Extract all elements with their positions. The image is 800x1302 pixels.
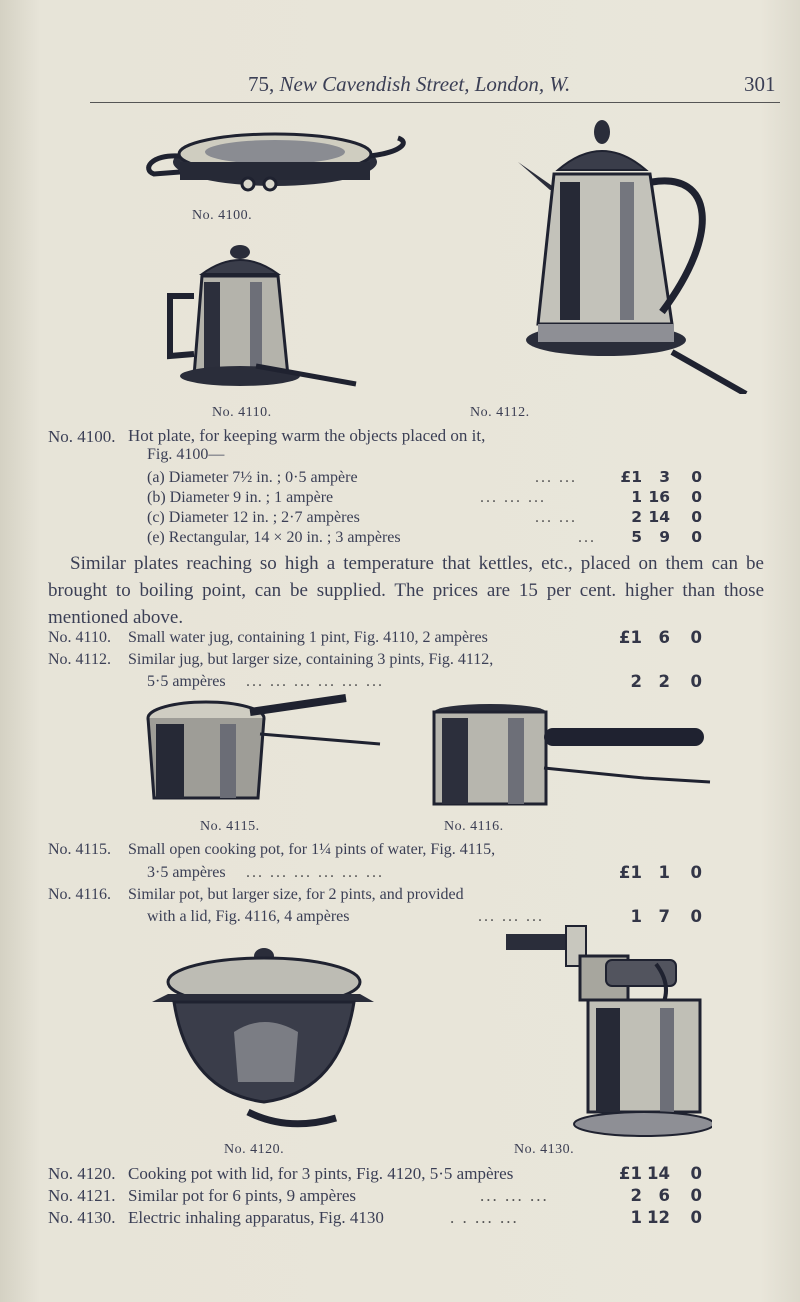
- pence: 0: [690, 1208, 702, 1227]
- leader-dots: ... ... ... ... ... ...: [246, 673, 384, 690]
- leader-dots: ... ...: [535, 469, 577, 486]
- pence: 0: [691, 488, 702, 506]
- shillings: 2: [658, 672, 670, 691]
- variant-text: (e) Rectangular, 14 × 20 in. ; 3 ampères: [147, 529, 401, 546]
- price: [612, 508, 702, 526]
- pounds: 1: [630, 1208, 642, 1227]
- pounds: £1: [620, 468, 642, 486]
- item-4116-description: Similar pot, but larger size, for 2 pints, and provided: [128, 886, 464, 903]
- pounds: 1: [631, 488, 642, 506]
- shillings: 6: [658, 628, 670, 647]
- caption-4130: No. 4130.: [514, 1142, 575, 1157]
- item-4120-number: No. 4120.: [48, 1164, 116, 1183]
- item-4100-fig: Fig. 4100—: [147, 446, 225, 463]
- caption-4115: No. 4115.: [200, 819, 260, 834]
- item-4112-price: [612, 672, 702, 691]
- shillings: 7: [658, 907, 670, 926]
- item-4112-description-cont: 5·5 ampères: [147, 673, 226, 690]
- pounds: 2: [630, 672, 642, 691]
- caption-4112: No. 4112.: [470, 405, 530, 420]
- running-title: [248, 72, 570, 97]
- item-4116-number: No. 4116.: [48, 886, 111, 903]
- page-header: [0, 72, 800, 102]
- item-4130-price: [612, 1208, 702, 1227]
- shillings: 6: [658, 1186, 670, 1205]
- caption-4116: No. 4116.: [444, 819, 504, 834]
- large-water-jug-illustration: [502, 112, 750, 394]
- pounds: 1: [630, 907, 642, 926]
- shillings: 14: [648, 508, 670, 526]
- item-4120-price: [612, 1164, 702, 1183]
- item-4110-description: Small water jug, containing 1 pint, Fig. 4110, 2 ampères: [128, 629, 488, 646]
- pounds: 2: [631, 508, 642, 526]
- pence: 0: [690, 628, 702, 647]
- header-rule: [90, 102, 780, 103]
- page-reference: 75,: [248, 72, 275, 96]
- pounds: 2: [630, 1186, 642, 1205]
- leader-dots: ... ... ...: [480, 1186, 549, 1205]
- pence: 0: [691, 468, 702, 486]
- pounds: £1: [619, 863, 642, 882]
- pence: 0: [690, 672, 702, 691]
- leader-dots: ... ... ...: [478, 908, 544, 925]
- shillings: 9: [659, 528, 670, 546]
- caption-4110: No. 4110.: [212, 405, 272, 420]
- shillings: 3: [659, 468, 670, 486]
- small-water-jug-illustration: [160, 236, 360, 394]
- pounds: £1: [619, 628, 642, 647]
- address: New Cavendish Street, London, W.: [279, 72, 571, 96]
- inhaling-apparatus-illustration: [506, 920, 712, 1138]
- item-4130-number: No. 4130.: [48, 1208, 116, 1227]
- shillings: 14: [647, 1164, 670, 1183]
- shillings: 16: [648, 488, 670, 506]
- leader-dots: ... ... ... ... ... ...: [246, 864, 384, 881]
- pounds: £1: [619, 1164, 642, 1183]
- cooking-pot-with-lid-illustration: [148, 942, 388, 1138]
- variant-text: (b) Diameter 9 in. ; 1 ampère: [147, 489, 334, 506]
- variant-text: (c) Diameter 12 in. ; 2·7 ampères: [147, 509, 360, 526]
- item-4100-number: No. 4100.: [48, 427, 116, 446]
- item-4120-description: Cooking pot with lid, for 3 pints, Fig. 4120, 5·5 ampères: [128, 1164, 514, 1183]
- leader-dots: ... ... ...: [480, 489, 546, 506]
- item-4115-description-cont: 3·5 ampères: [147, 864, 226, 881]
- item-4130-description: Electric inhaling apparatus, Fig. 4130: [128, 1208, 384, 1227]
- pence: 0: [691, 528, 702, 546]
- item-4121-number: No. 4121.: [48, 1186, 116, 1205]
- leader-dots: . . ... ...: [450, 1208, 519, 1227]
- item-4110-price: [612, 628, 702, 647]
- price: [612, 528, 702, 546]
- item-4115-description: Small open cooking pot, for 1¼ pints of water, Fig. 4115,: [128, 841, 496, 858]
- price: [612, 468, 702, 486]
- item-4115-number: No. 4115.: [48, 841, 111, 858]
- item-4112-description: Similar jug, but larger size, containing 3 pints, Fig. 4112,: [128, 651, 494, 668]
- item-4115-price: [612, 863, 702, 882]
- pounds: 5: [631, 528, 642, 546]
- caption-4100: No. 4100.: [192, 208, 253, 223]
- lidded-cooking-pot-illustration: [424, 698, 714, 814]
- item-4112-number: No. 4112.: [48, 651, 111, 668]
- item-4121-price: [612, 1186, 702, 1205]
- item-4110-number: No. 4110.: [48, 629, 111, 646]
- price: [612, 488, 702, 506]
- item-4121-description: Similar pot for 6 pints, 9 ampères: [128, 1186, 357, 1205]
- leader-dots: ... ...: [535, 509, 577, 526]
- pence: 0: [690, 1164, 702, 1183]
- caption-4120: No. 4120.: [224, 1142, 285, 1157]
- open-cooking-pot-illustration: [140, 694, 390, 814]
- item-4116-description-cont: with a lid, Fig. 4116, 4 ampères: [147, 908, 350, 925]
- shillings: 1: [658, 863, 670, 882]
- shillings: 12: [647, 1208, 670, 1227]
- item-4100-description: Hot plate, for keeping warm the objects placed on it,: [128, 426, 486, 445]
- pence: 0: [690, 1186, 702, 1205]
- pence: 0: [690, 863, 702, 882]
- page-number: 301: [744, 72, 776, 96]
- hot-plate-illustration: [140, 112, 410, 208]
- leader-dots: ...: [578, 529, 596, 546]
- pence: 0: [690, 907, 702, 926]
- variant-text: (a) Diameter 7½ in. ; 0·5 ampère: [147, 469, 358, 486]
- pence: 0: [691, 508, 702, 526]
- note-paragraph: Similar plates reaching so high a temperature that kettles, etc., placed on them can be brought to boiling point, can be supplied. The prices are 15 per cent. higher than those mentioned above.: [48, 553, 764, 628]
